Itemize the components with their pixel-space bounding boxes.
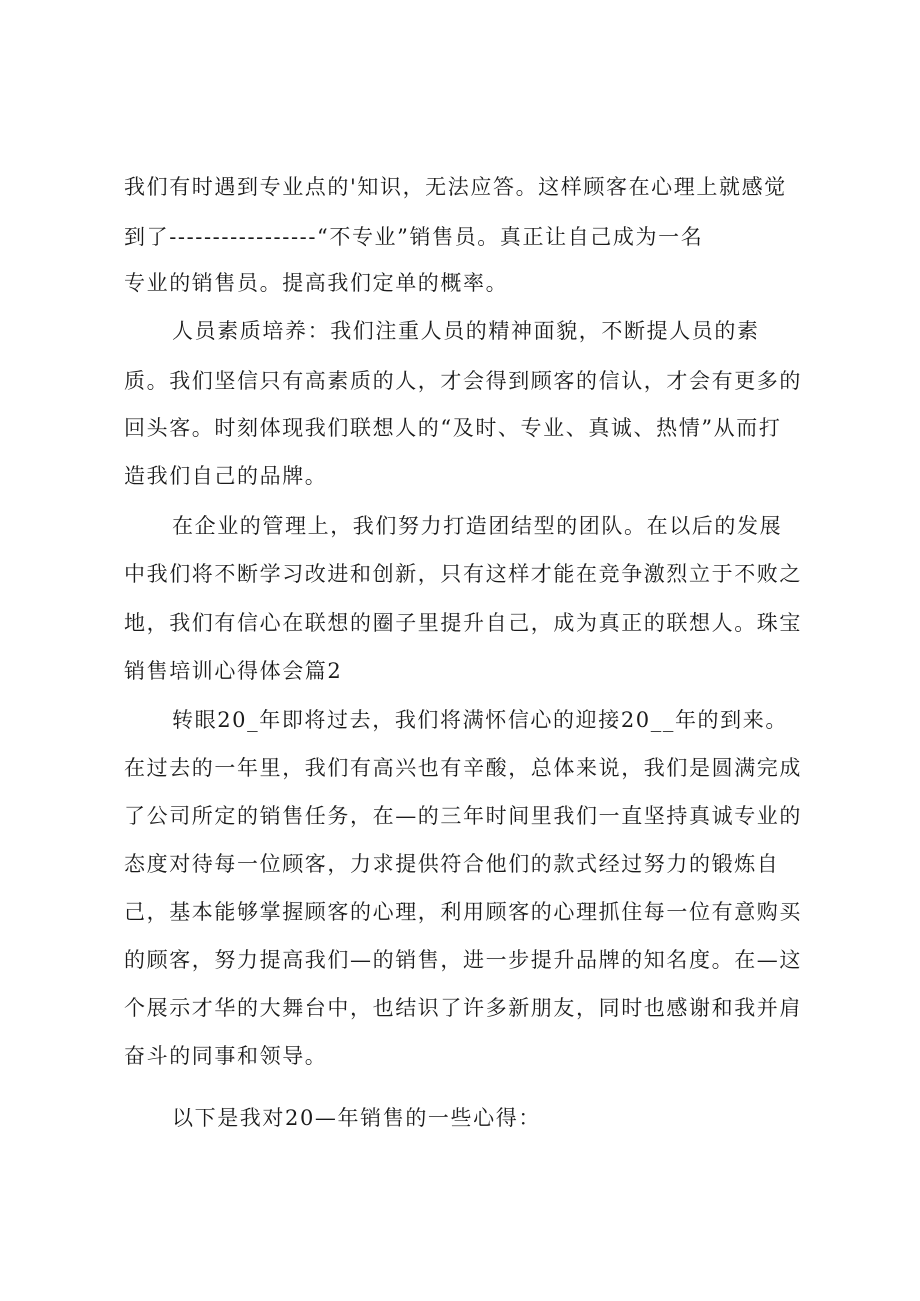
text-line: 地，我们有信心在联想的圈子里提升自己，成为真正的联想人。珠宝 <box>124 611 802 635</box>
text-line: 我们有时遇到专业点的'知识，无法应答。这样顾客在心理上就感觉 <box>124 175 787 199</box>
text-line: 专业的销售员。提高我们定单的概率。 <box>124 271 509 295</box>
text-line: 态度对待每一位顾客，力求提供符合他们的款式经过努力的锻炼自 <box>124 852 780 876</box>
text-line: 以下是我对20—年销售的一些心得： <box>172 1106 541 1130</box>
text-line: 质。我们坚信只有高素质的人，才会得到顾客的信认，才会有更多的 <box>124 369 802 393</box>
text-line: 在企业的管理上，我们努力打造团结型的团队。在以后的发展 <box>172 514 783 538</box>
text-line: 的顾客，努力提高我们—的销售，进一步提升品牌的知名度。在—这 <box>124 948 802 972</box>
section-heading: 销售培训心得体会篇2 <box>124 659 343 683</box>
text-line: 了公司所定的销售任务，在—的三年时间里我们一直坚持真诚专业的 <box>124 804 802 828</box>
text-line: 回头客。时刻体现我们联想人的“及时、专业、真诚、热情”从而打 <box>124 416 782 440</box>
text-line: 人员素质培养：我们注重人员的精神面貌，不断提人员的素 <box>172 319 760 343</box>
text-line: 己，基本能够掌握顾客的心理，利用顾客的心理抓住每一位有意购买 <box>124 900 802 924</box>
text-line: 造我们自己的品牌。 <box>124 464 328 488</box>
text-line: 中我们将不断学习改进和创新，只有这样才能在竞争激烈立于不败之 <box>124 562 802 586</box>
text-line: 在过去的一年里，我们有高兴也有辛酸，总体来说，我们是圆满完成 <box>124 756 802 780</box>
text-line: 到了-----------------“不专业”销售员。真正让自己成为一名 <box>124 225 704 249</box>
text-line: 转眼20_年即将过去，我们将满怀信心的迎接20__年的到来。 <box>172 708 788 732</box>
text-line: 个展示才华的大舞台中，也结识了许多新朋友，同时也感谢和我并肩 <box>124 996 802 1020</box>
text-line: 奋斗的同事和领导。 <box>124 1044 328 1068</box>
